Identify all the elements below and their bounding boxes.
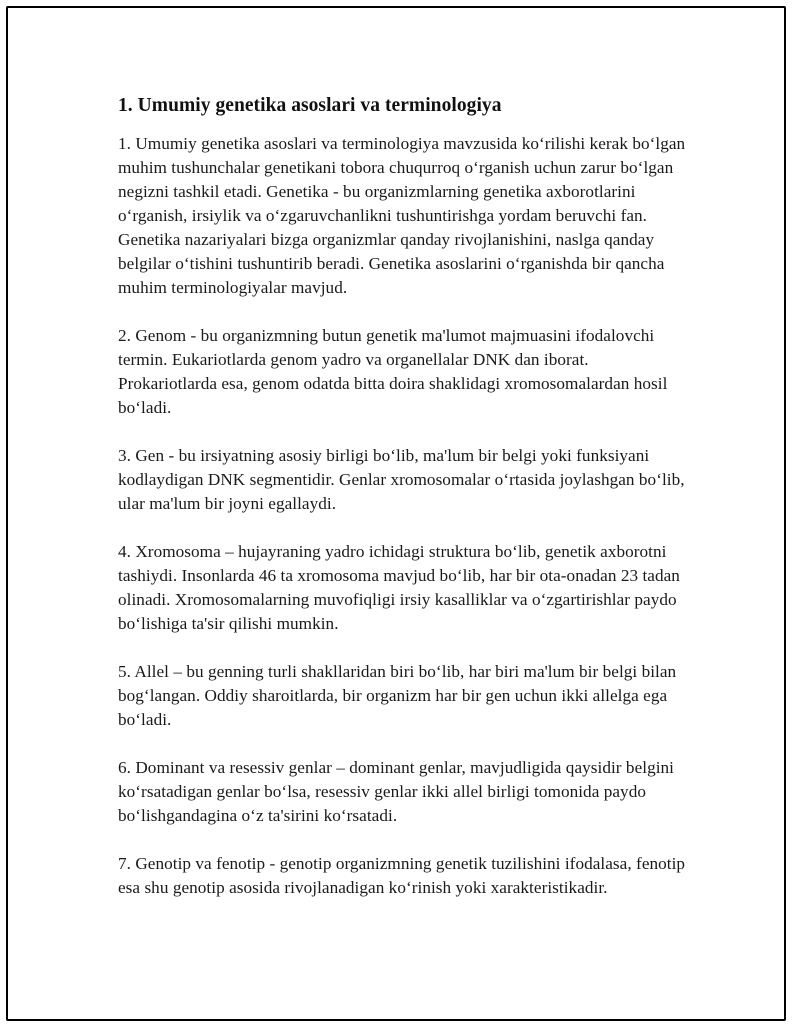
paragraph-gen: 3. Gen - bu irsiyatning asosiy birligi boʻlib, ma'lum bir belgi yoki funksiyani kodlaydigan DNK segmentidir. Genlar xromosomalar oʻrtasida joylashgan boʻlib, ular ma'lum bir joyni egallaydi. — [118, 446, 685, 513]
paragraph-allel: 5. Allel – bu genning turli shakllaridan biri boʻlib, har biri ma'lum bir belgi bilan bogʻlangan. Oddiy sharoitlarda, bir organizm har bir gen uchun ikki allelga ega boʻladi. — [118, 662, 677, 729]
paragraph-genom: 2. Genom - bu organizmning butun genetik ma'lumot majmuasini ifodalovchi termin. Eukariotlarda genom yadro va organellalar DNK dan iborat. Prokariotlarda esa, genom odatda bitta doira shaklidagi xromosomalardan hosil boʻladi. — [118, 326, 668, 417]
document-title: 1. Umumiy genetika asoslari va terminologiya — [118, 95, 502, 116]
document-body — [118, 93, 688, 900]
paragraph-xromosoma: 4. Xromosoma – hujayraning yadro ichidagi struktura boʻlib, genetik axborotni tashiydi. Insonlarda 46 ta xromosoma mavjud boʻlib, har bir ota-onadan 23 tadan olinadi. Xromosomalarning muvofiqligi irsiy kasalliklar va oʻzgartirishlar paydo boʻlishiga ta'sir qilishi mumkin. — [118, 542, 680, 633]
paragraph-dominant-resessiv: 6. Dominant va resessiv genlar – dominant genlar, mavjudligida qaysidir belgini koʻrsatadigan genlar boʻlsa, resessiv genlar ikki allel birligi tomonida paydo boʻlishgandagina oʻz ta'sirini koʻrsatadi. — [118, 758, 675, 825]
paragraph-intro: 1. Umumiy genetika asoslari va terminologiya mavzusida koʻrilishi kerak boʻlgan muhim tushunchalar genetikani tobora chuqurroq oʻrganish uchun zarur boʻlgan negizni tashkil etadi. Genetika - bu organizmlarning genetika axborotlarini oʻrganish, irsiylik va oʻzgaruvchanlikni tushuntirishga yordam beruvchi fan. Genetika nazariyalari bizga organizmlar qanday rivojlanishini, naslga qanday belgilar oʻtishini tushuntirib beradi. Genetika asoslarini oʻrganishda bir qancha muhim terminologiyalar mavjud. — [118, 134, 686, 297]
paragraph-genotip-fenotip: 7. Genotip va fenotip - genotip organizmning genetik tuzilishini ifodalasa, fenotip esa shu genotip asosida rivojlanadigan koʻrinish yoki xarakteristikadir. — [118, 854, 686, 897]
